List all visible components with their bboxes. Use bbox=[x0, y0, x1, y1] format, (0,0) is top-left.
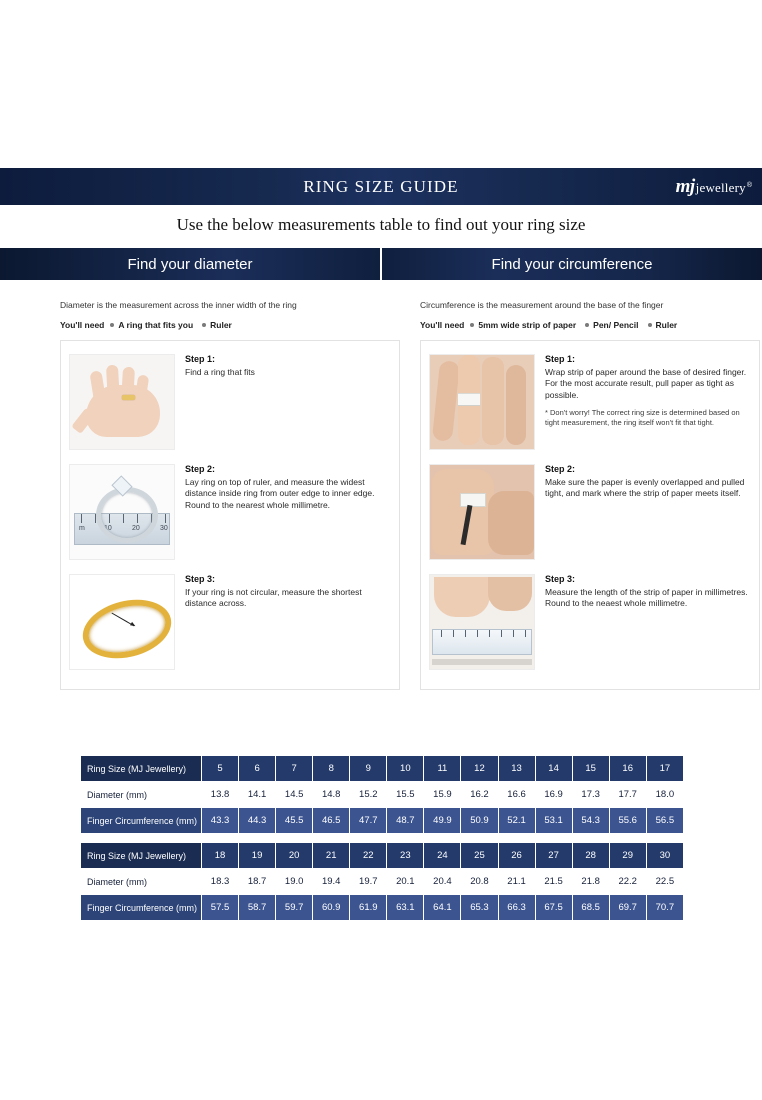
circumference-need-item-3-label: Ruler bbox=[655, 320, 678, 331]
circumference-need-item-1 bbox=[470, 320, 576, 330]
hand-with-ring-photo bbox=[69, 354, 175, 450]
table-row bbox=[81, 808, 684, 834]
table-row bbox=[81, 843, 684, 869]
circumference-step-1-text bbox=[545, 354, 751, 450]
table-cell: 24 bbox=[424, 843, 461, 869]
table-cell: 22.2 bbox=[609, 869, 646, 895]
table-cell: 19.4 bbox=[313, 869, 350, 895]
table-cell: 15.5 bbox=[387, 782, 424, 808]
table-cell: 22 bbox=[350, 843, 387, 869]
brand-logo bbox=[676, 176, 752, 198]
circumference-column bbox=[420, 300, 760, 690]
diameter-step-2-title: Step 2: bbox=[185, 464, 216, 475]
table-cell: 16 bbox=[609, 756, 646, 782]
marking-paper-strip-photo bbox=[429, 464, 535, 560]
table-cell: 14.8 bbox=[313, 782, 350, 808]
section-band bbox=[0, 248, 762, 280]
diameter-step-1-title: Step 1: bbox=[185, 354, 216, 365]
diameter-step-1-text bbox=[185, 354, 255, 450]
diameter-step-2 bbox=[69, 459, 391, 569]
circumference-step-3-text bbox=[545, 574, 751, 670]
table-cell: 27 bbox=[535, 843, 572, 869]
table-cell: 63.1 bbox=[387, 895, 424, 921]
circumference-steps-panel bbox=[420, 340, 760, 690]
diameter-step-2-body: Lay ring on top of ruler, and measure the widest distance inside ring from outer edge to inner edge. Round to the nearest whole millimetre. bbox=[185, 477, 375, 510]
table-cell: 69.7 bbox=[609, 895, 646, 921]
table-cell: 12 bbox=[461, 756, 498, 782]
circumference-step-1 bbox=[429, 349, 751, 459]
table-cell: 11 bbox=[424, 756, 461, 782]
table-cell: 17 bbox=[646, 756, 683, 782]
diameter-needs-label: You'll need bbox=[60, 320, 105, 331]
table-cell: 66.3 bbox=[498, 895, 535, 921]
table-cell: 9 bbox=[350, 756, 387, 782]
table-cell: 17.7 bbox=[609, 782, 646, 808]
table-cell: 49.9 bbox=[424, 808, 461, 834]
circumference-step-3-body: Measure the length of the strip of paper in millimetres. Round to the neaest whole millimetre. bbox=[545, 587, 748, 609]
page-title: RING SIZE GUIDE bbox=[303, 176, 459, 196]
section-header-circumference: Find your circumference bbox=[380, 248, 762, 280]
table-cell: 21.1 bbox=[498, 869, 535, 895]
table-cell: 16.9 bbox=[535, 782, 572, 808]
table-cell: 48.7 bbox=[387, 808, 424, 834]
bullet-icon bbox=[648, 323, 652, 327]
circumference-need-item-1-label: 5mm wide strip of paper bbox=[478, 320, 577, 331]
table-cell: 20 bbox=[276, 843, 313, 869]
table-cell: 57.5 bbox=[202, 895, 239, 921]
circumference-step-2-text bbox=[545, 464, 751, 560]
table-cell: 52.1 bbox=[498, 808, 535, 834]
diameter-need-item-2-label: Ruler bbox=[210, 320, 232, 331]
table-cell: 53.1 bbox=[535, 808, 572, 834]
row-header-cell: Finger Circumference (mm) bbox=[81, 808, 202, 834]
table-cell: 43.3 bbox=[202, 808, 239, 834]
table-cell: 23 bbox=[387, 843, 424, 869]
row-header-cell: Diameter (mm) bbox=[81, 782, 202, 808]
table-cell: 15.9 bbox=[424, 782, 461, 808]
diameter-step-3-title: Step 3: bbox=[185, 574, 216, 585]
circumference-step-2-title: Step 2: bbox=[545, 464, 576, 475]
circumference-description: Circumference is the measurement around the base of the finger bbox=[420, 300, 664, 310]
table-cell: 22.5 bbox=[646, 869, 683, 895]
page-subtitle: Use the below measurements table to find out your ring size bbox=[176, 215, 586, 234]
circumference-step-1-note: * Don't worry! The correct ring size is determined based on tight measurement, the ring itself won't fit that tight. bbox=[545, 407, 740, 428]
diameter-step-3-body: If your ring is not circular, measure the shortest distance across. bbox=[185, 587, 362, 609]
table-cell: 46.5 bbox=[313, 808, 350, 834]
row-header-cell: Finger Circumference (mm) bbox=[81, 895, 202, 921]
table-cell: 54.3 bbox=[572, 808, 609, 834]
table-cell: 61.9 bbox=[350, 895, 387, 921]
row-header-cell: Ring Size (MJ Jewellery) bbox=[81, 756, 202, 782]
table-cell: 25 bbox=[461, 843, 498, 869]
circumference-need-item-2 bbox=[585, 320, 638, 330]
table-cell: 13 bbox=[498, 756, 535, 782]
table-cell: 14 bbox=[535, 756, 572, 782]
table-cell: 20.4 bbox=[424, 869, 461, 895]
table-cell: 20.8 bbox=[461, 869, 498, 895]
table-cell: 19.7 bbox=[350, 869, 387, 895]
table-cell: 15.2 bbox=[350, 782, 387, 808]
table-cell: 16.2 bbox=[461, 782, 498, 808]
table-cell: 47.7 bbox=[350, 808, 387, 834]
table-cell: 14.5 bbox=[276, 782, 313, 808]
diameter-needs-row bbox=[60, 320, 400, 330]
brand-mj-text: mj bbox=[675, 175, 695, 197]
ring-on-ruler-photo: m 10 20 30 bbox=[69, 464, 175, 560]
table-cell: 50.9 bbox=[461, 808, 498, 834]
table-cell: 26 bbox=[498, 843, 535, 869]
circumference-step-3-title: Step 3: bbox=[545, 574, 576, 585]
table-cell: 55.6 bbox=[609, 808, 646, 834]
table-row bbox=[81, 869, 684, 895]
diameter-step-3 bbox=[69, 569, 391, 679]
circumference-need-item-3 bbox=[648, 320, 678, 330]
table-cell: 70.7 bbox=[646, 895, 683, 921]
bullet-icon bbox=[470, 323, 474, 327]
table-cell: 15 bbox=[572, 756, 609, 782]
diameter-need-item-1 bbox=[110, 320, 193, 330]
brand-jewellery-text: jewellery bbox=[695, 179, 746, 195]
diameter-steps-panel bbox=[60, 340, 400, 690]
table-row bbox=[81, 782, 684, 808]
table-cell: 29 bbox=[609, 843, 646, 869]
table-cell: 67.5 bbox=[535, 895, 572, 921]
table-cell: 56.5 bbox=[646, 808, 683, 834]
table-cell: 44.3 bbox=[239, 808, 276, 834]
circumference-need-item-2-label: Pen/ Pencil bbox=[593, 320, 639, 331]
table-cell: 16.6 bbox=[498, 782, 535, 808]
table-row bbox=[81, 756, 684, 782]
circumference-step-1-body: Wrap strip of paper around the base of desired finger. For the most accurate result, pull paper as tight as possible. bbox=[545, 367, 747, 400]
bullet-icon bbox=[585, 323, 589, 327]
table-cell: 19.0 bbox=[276, 869, 313, 895]
table-cell: 65.3 bbox=[461, 895, 498, 921]
table-cell: 10 bbox=[387, 756, 424, 782]
circumference-step-3 bbox=[429, 569, 751, 679]
bullet-icon bbox=[110, 323, 114, 327]
row-header-cell: Diameter (mm) bbox=[81, 869, 202, 895]
table-cell: 18 bbox=[202, 843, 239, 869]
table-cell: 17.3 bbox=[572, 782, 609, 808]
table-cell: 68.5 bbox=[572, 895, 609, 921]
table-row bbox=[81, 895, 684, 921]
size-table-1 bbox=[80, 755, 684, 834]
diameter-step-2-text bbox=[185, 464, 391, 560]
table-cell: 21.5 bbox=[535, 869, 572, 895]
table-cell: 20.1 bbox=[387, 869, 424, 895]
diameter-step-3-text bbox=[185, 574, 391, 670]
circumference-step-2-body: Make sure the paper is evenly overlapped and pulled tight, and mark where the strip of paper meets itself. bbox=[545, 477, 745, 499]
table-cell: 18.0 bbox=[646, 782, 683, 808]
paper-strip-on-finger-photo bbox=[429, 354, 535, 450]
diameter-step-1-body: Find a ring that fits bbox=[185, 367, 255, 378]
circumference-needs-label: You'll need bbox=[420, 320, 465, 331]
diameter-step-1 bbox=[69, 349, 391, 459]
table-cell: 28 bbox=[572, 843, 609, 869]
measuring-strip-with-ruler-photo bbox=[429, 574, 535, 670]
circumference-step-1-title: Step 1: bbox=[545, 354, 576, 365]
table-cell: 21 bbox=[313, 843, 350, 869]
registered-mark-icon: ® bbox=[746, 181, 752, 189]
bullet-icon bbox=[202, 323, 206, 327]
table-cell: 6 bbox=[239, 756, 276, 782]
table-cell: 19 bbox=[239, 843, 276, 869]
table-cell: 59.7 bbox=[276, 895, 313, 921]
diameter-need-item-1-label: A ring that fits you bbox=[118, 320, 194, 331]
table-cell: 8 bbox=[313, 756, 350, 782]
circumference-needs-row bbox=[420, 320, 760, 330]
gold-band-ring-photo bbox=[69, 574, 175, 670]
table-cell: 18.7 bbox=[239, 869, 276, 895]
size-table-2 bbox=[80, 842, 684, 921]
diameter-description: Diameter is the measurement across the inner width of the ring bbox=[60, 300, 297, 310]
table-cell: 21.8 bbox=[572, 869, 609, 895]
diameter-column bbox=[60, 300, 400, 690]
table-cell: 60.9 bbox=[313, 895, 350, 921]
section-header-diameter: Find your diameter bbox=[0, 248, 380, 280]
circumference-step-2 bbox=[429, 459, 751, 569]
row-header-cell: Ring Size (MJ Jewellery) bbox=[81, 843, 202, 869]
table-cell: 5 bbox=[202, 756, 239, 782]
table-cell: 45.5 bbox=[276, 808, 313, 834]
table-cell: 64.1 bbox=[424, 895, 461, 921]
title-bar bbox=[0, 168, 762, 205]
table-cell: 18.3 bbox=[202, 869, 239, 895]
table-cell: 30 bbox=[646, 843, 683, 869]
table-cell: 13.8 bbox=[202, 782, 239, 808]
table-cell: 14.1 bbox=[239, 782, 276, 808]
diameter-need-item-2 bbox=[202, 320, 232, 330]
table-cell: 7 bbox=[276, 756, 313, 782]
table-cell: 58.7 bbox=[239, 895, 276, 921]
